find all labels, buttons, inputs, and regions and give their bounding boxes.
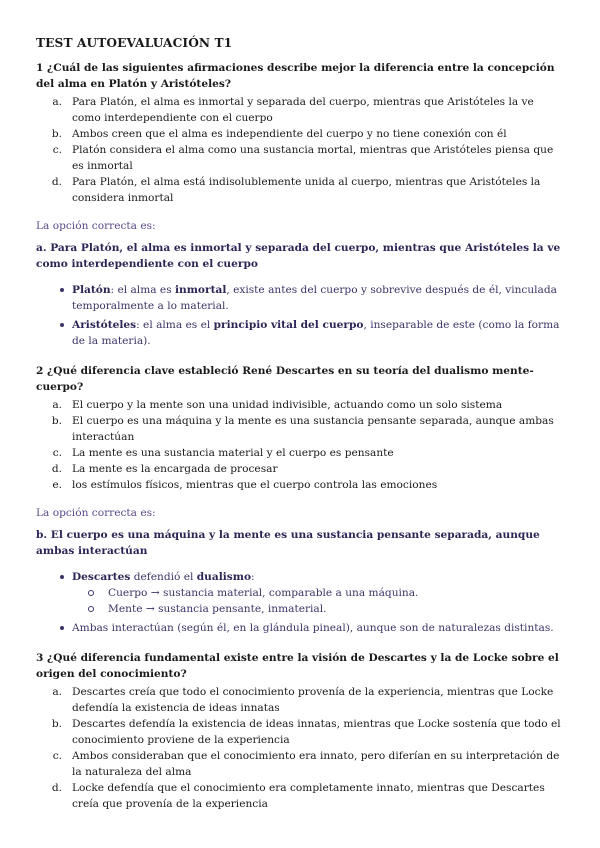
- option-letter: c.: [52, 447, 62, 459]
- option-text: El cuerpo y la mente son una unidad indivisible, actuando como un solo sistema: [72, 399, 503, 411]
- option-letter: b.: [51, 415, 62, 427]
- bullet-icon: [36, 282, 72, 314]
- answer-label: La opción correcta es:: [36, 220, 156, 232]
- option-text: Descartes creía que todo el conocimiento provenía de la experiencia, mientras que Locke defendía la existencia de ideas innatas: [72, 686, 554, 714]
- question-1-options: [36, 94, 564, 206]
- circle-bullet-icon: [72, 601, 108, 617]
- option-text: Platón considera el alma como una sustancia mortal, mientras que Aristóteles piensa que es inmortal: [72, 144, 554, 172]
- option-letter: b.: [51, 128, 62, 140]
- option-item: [36, 716, 564, 748]
- bullet-icon: [36, 569, 72, 617]
- option-item: [36, 748, 564, 780]
- option-text: Para Platón, el alma es inmortal y separada del cuerpo, mientras que Aristóteles la ve como interdependiente con el cuerpo: [72, 96, 534, 124]
- option-letter: c.: [52, 750, 62, 762]
- option-item: [36, 461, 564, 477]
- document-content: [36, 36, 564, 812]
- bullet-icon: [36, 317, 72, 349]
- option-text: los estímulos físicos, mientras que el cuerpo controla las emociones: [72, 479, 438, 491]
- circle-bullet-icon: [72, 585, 108, 601]
- explanation-text: defendió el: [130, 571, 197, 583]
- explanation-text: , inseparable de este (como la forma de la materia).: [72, 319, 560, 347]
- option-letter: c.: [52, 144, 62, 156]
- bold-term: Platón: [72, 284, 111, 296]
- question-3-options: [36, 684, 564, 812]
- page-title: TEST AUTOEVALUACIÓN T1: [36, 36, 233, 50]
- option-text: Locke defendía que el conocimiento era completamente innato, mientras que Descartes creía que provenía de la experiencia: [72, 782, 545, 810]
- option-text: La mente es una sustancia material y el cuerpo es pensante: [72, 447, 394, 459]
- explanation-item: [36, 569, 564, 617]
- option-item: [36, 780, 564, 812]
- explanation-item: [36, 317, 564, 349]
- bold-term: Descartes: [72, 571, 131, 583]
- explanation-item: [36, 282, 564, 314]
- option-letter: d.: [51, 176, 62, 188]
- explanation-text: , existe antes del cuerpo y sobrevive después de él, vinculada temporalmente a lo material.: [72, 284, 557, 312]
- question-2-options: [36, 397, 564, 493]
- correct-answer-2: b. El cuerpo es una máquina y la mente es una sustancia pensante separada, aunque ambas interactúan: [36, 529, 540, 557]
- bold-term: principio vital del cuerpo: [213, 319, 364, 331]
- option-item: [36, 94, 564, 126]
- explanation-list-2: [36, 569, 564, 636]
- sub-item: [72, 585, 564, 601]
- bold-term: dualismo: [196, 571, 252, 583]
- option-text: Para Platón, el alma está indisolublemente unida al cuerpo, mientras que Aristóteles la considera inmortal: [72, 176, 541, 204]
- sub-text: Cuerpo → sustancia material, comparable a una máquina.: [108, 587, 419, 599]
- sub-item: [72, 601, 564, 617]
- explanation-text: : el alma es el: [136, 319, 214, 331]
- option-letter: a.: [52, 399, 62, 411]
- option-text: Ambos consideraban que el conocimiento era innato, pero diferían en su interpretación de la naturaleza del alma: [72, 750, 560, 778]
- question-1: 1 ¿Cuál de las siguientes afirmaciones describe mejor la diferencia entre la concepción del alma en Platón y Aristóteles?: [36, 62, 555, 90]
- question-3: 3 ¿Qué diferencia fundamental existe entre la visión de Descartes y la de Locke sobre el origen del conocimiento?: [36, 652, 559, 680]
- option-text: La mente es la encargada de procesar: [72, 463, 278, 475]
- option-item: [36, 477, 564, 493]
- bullet-icon: [36, 620, 72, 636]
- option-item: [36, 174, 564, 206]
- bold-term: Aristóteles: [72, 319, 137, 331]
- explanation-list-1: [36, 282, 564, 349]
- option-item: [36, 126, 564, 142]
- option-letter: e.: [52, 479, 62, 491]
- explanation-item: [36, 620, 564, 636]
- option-text: Ambos creen que el alma es independiente del cuerpo y no tiene conexión con él: [72, 128, 507, 140]
- question-2: 2 ¿Qué diferencia clave estableció René Descartes en su teoría del dualismo mente-cuerpo?: [36, 365, 534, 393]
- option-text: Descartes defendía la existencia de ideas innatas, mientras que Locke sostenía que todo el conocimiento proviene de la experiencia: [72, 718, 561, 746]
- option-letter: a.: [52, 686, 62, 698]
- sub-text: Mente → sustancia pensante, inmaterial.: [108, 603, 327, 615]
- explanation-text: : el alma es: [110, 284, 175, 296]
- option-letter: b.: [51, 718, 62, 730]
- explanation-text: :: [251, 571, 255, 583]
- answer-label: La opción correcta es:: [36, 507, 156, 519]
- option-item: [36, 445, 564, 461]
- option-letter: d.: [51, 463, 62, 475]
- sub-list: [72, 585, 564, 617]
- option-item: [36, 142, 564, 174]
- option-text: El cuerpo es una máquina y la mente es una sustancia pensante separada, aunque ambas interactúan: [72, 415, 554, 443]
- option-letter: d.: [51, 782, 62, 794]
- option-item: [36, 684, 564, 716]
- option-item: [36, 413, 564, 445]
- option-item: [36, 397, 564, 413]
- correct-answer-1: a. Para Platón, el alma es inmortal y separada del cuerpo, mientras que Aristóteles la ve como interdependiente con el cuerpo: [36, 242, 561, 270]
- bold-term: inmortal: [175, 284, 227, 296]
- option-letter: a.: [52, 96, 62, 108]
- explanation-text: Ambas interactúan (según él, en la glándula pineal), aunque son de naturalezas distintas.: [72, 622, 554, 634]
